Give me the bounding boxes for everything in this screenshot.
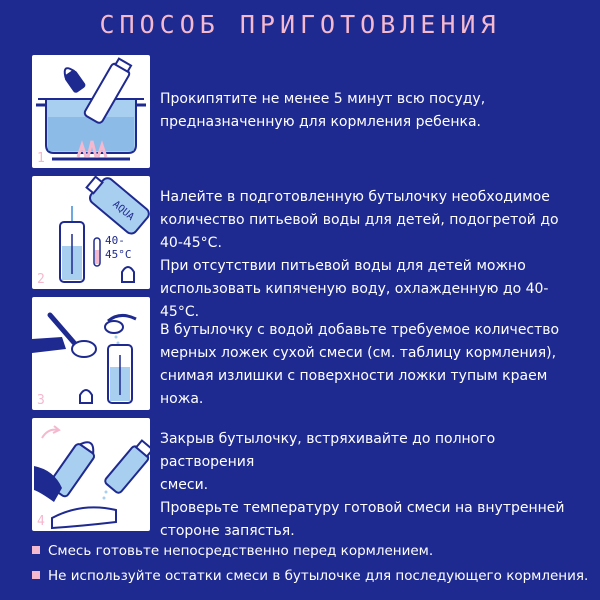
aqua-bottle-label: AQUA xyxy=(110,198,136,223)
step-2 xyxy=(32,176,572,320)
step-text-line: Прокипятите не менее 5 минут всю посуду, xyxy=(160,91,486,107)
step-text-line: смеси. xyxy=(160,477,209,493)
step-text-line: мерных ложек сухой смеси (см. таблицу кормления), xyxy=(160,345,557,361)
step-2-illustration xyxy=(32,176,150,289)
step-text-line: использовать кипяченую воду, охлажденную до 40-45°C. xyxy=(160,281,549,320)
pour-water-icon xyxy=(32,176,150,289)
step-number: 3 xyxy=(37,393,45,408)
step-text-line: снимая излишки с поверхности ложки тупым краем ножа. xyxy=(160,368,548,407)
step-number: 2 xyxy=(37,272,45,287)
bullet-square-icon xyxy=(32,546,40,554)
step-text-line: В бутылочку с водой добавьте требуемое количество xyxy=(160,322,560,338)
temperature-range-label: 45°C xyxy=(105,248,132,261)
step-text xyxy=(160,88,572,134)
step-text-line: предназначенную для кормления ребенка. xyxy=(160,114,481,130)
note-item xyxy=(32,568,588,584)
step-3-illustration xyxy=(32,297,150,410)
page-title: СПОСОБ ПРИГОТОВЛЕНИЯ xyxy=(99,10,501,39)
step-4-illustration xyxy=(32,418,150,531)
step-text xyxy=(160,319,572,411)
step-text xyxy=(160,428,572,543)
step-1 xyxy=(32,55,572,168)
boiling-pot-icon xyxy=(32,55,150,168)
step-1-illustration xyxy=(32,55,150,168)
step-number: 4 xyxy=(37,514,45,529)
step-4 xyxy=(32,418,572,539)
step-text-line: Налейте в подготовленную бутылочку необходимое xyxy=(160,189,550,205)
note-text: Смесь готовьте непосредственно перед кормлением. xyxy=(48,543,434,559)
bullet-square-icon xyxy=(32,571,40,579)
step-text-line: стороне запястья. xyxy=(160,523,295,539)
step-text-line: Закрыв бутылочку, встряхивайте до полного растворения xyxy=(160,431,496,470)
scoop-powder-icon xyxy=(32,297,150,410)
step-number: 1 xyxy=(37,151,45,166)
step-text-line: количество питьевой воды для детей, подогретой до 40-45°C. xyxy=(160,212,559,251)
step-text-line: Проверьте температуру готовой смеси на внутренней xyxy=(160,500,565,516)
note-item xyxy=(32,543,433,559)
shake-bottle-icon xyxy=(32,418,150,531)
step-3 xyxy=(32,297,572,410)
step-text-line: При отсутствии питьевой воды для детей можно xyxy=(160,258,526,274)
temperature-range-label: 40- xyxy=(105,234,125,247)
note-text: Не используйте остатки смеси в бутылочке для последующего кормления. xyxy=(48,568,589,584)
